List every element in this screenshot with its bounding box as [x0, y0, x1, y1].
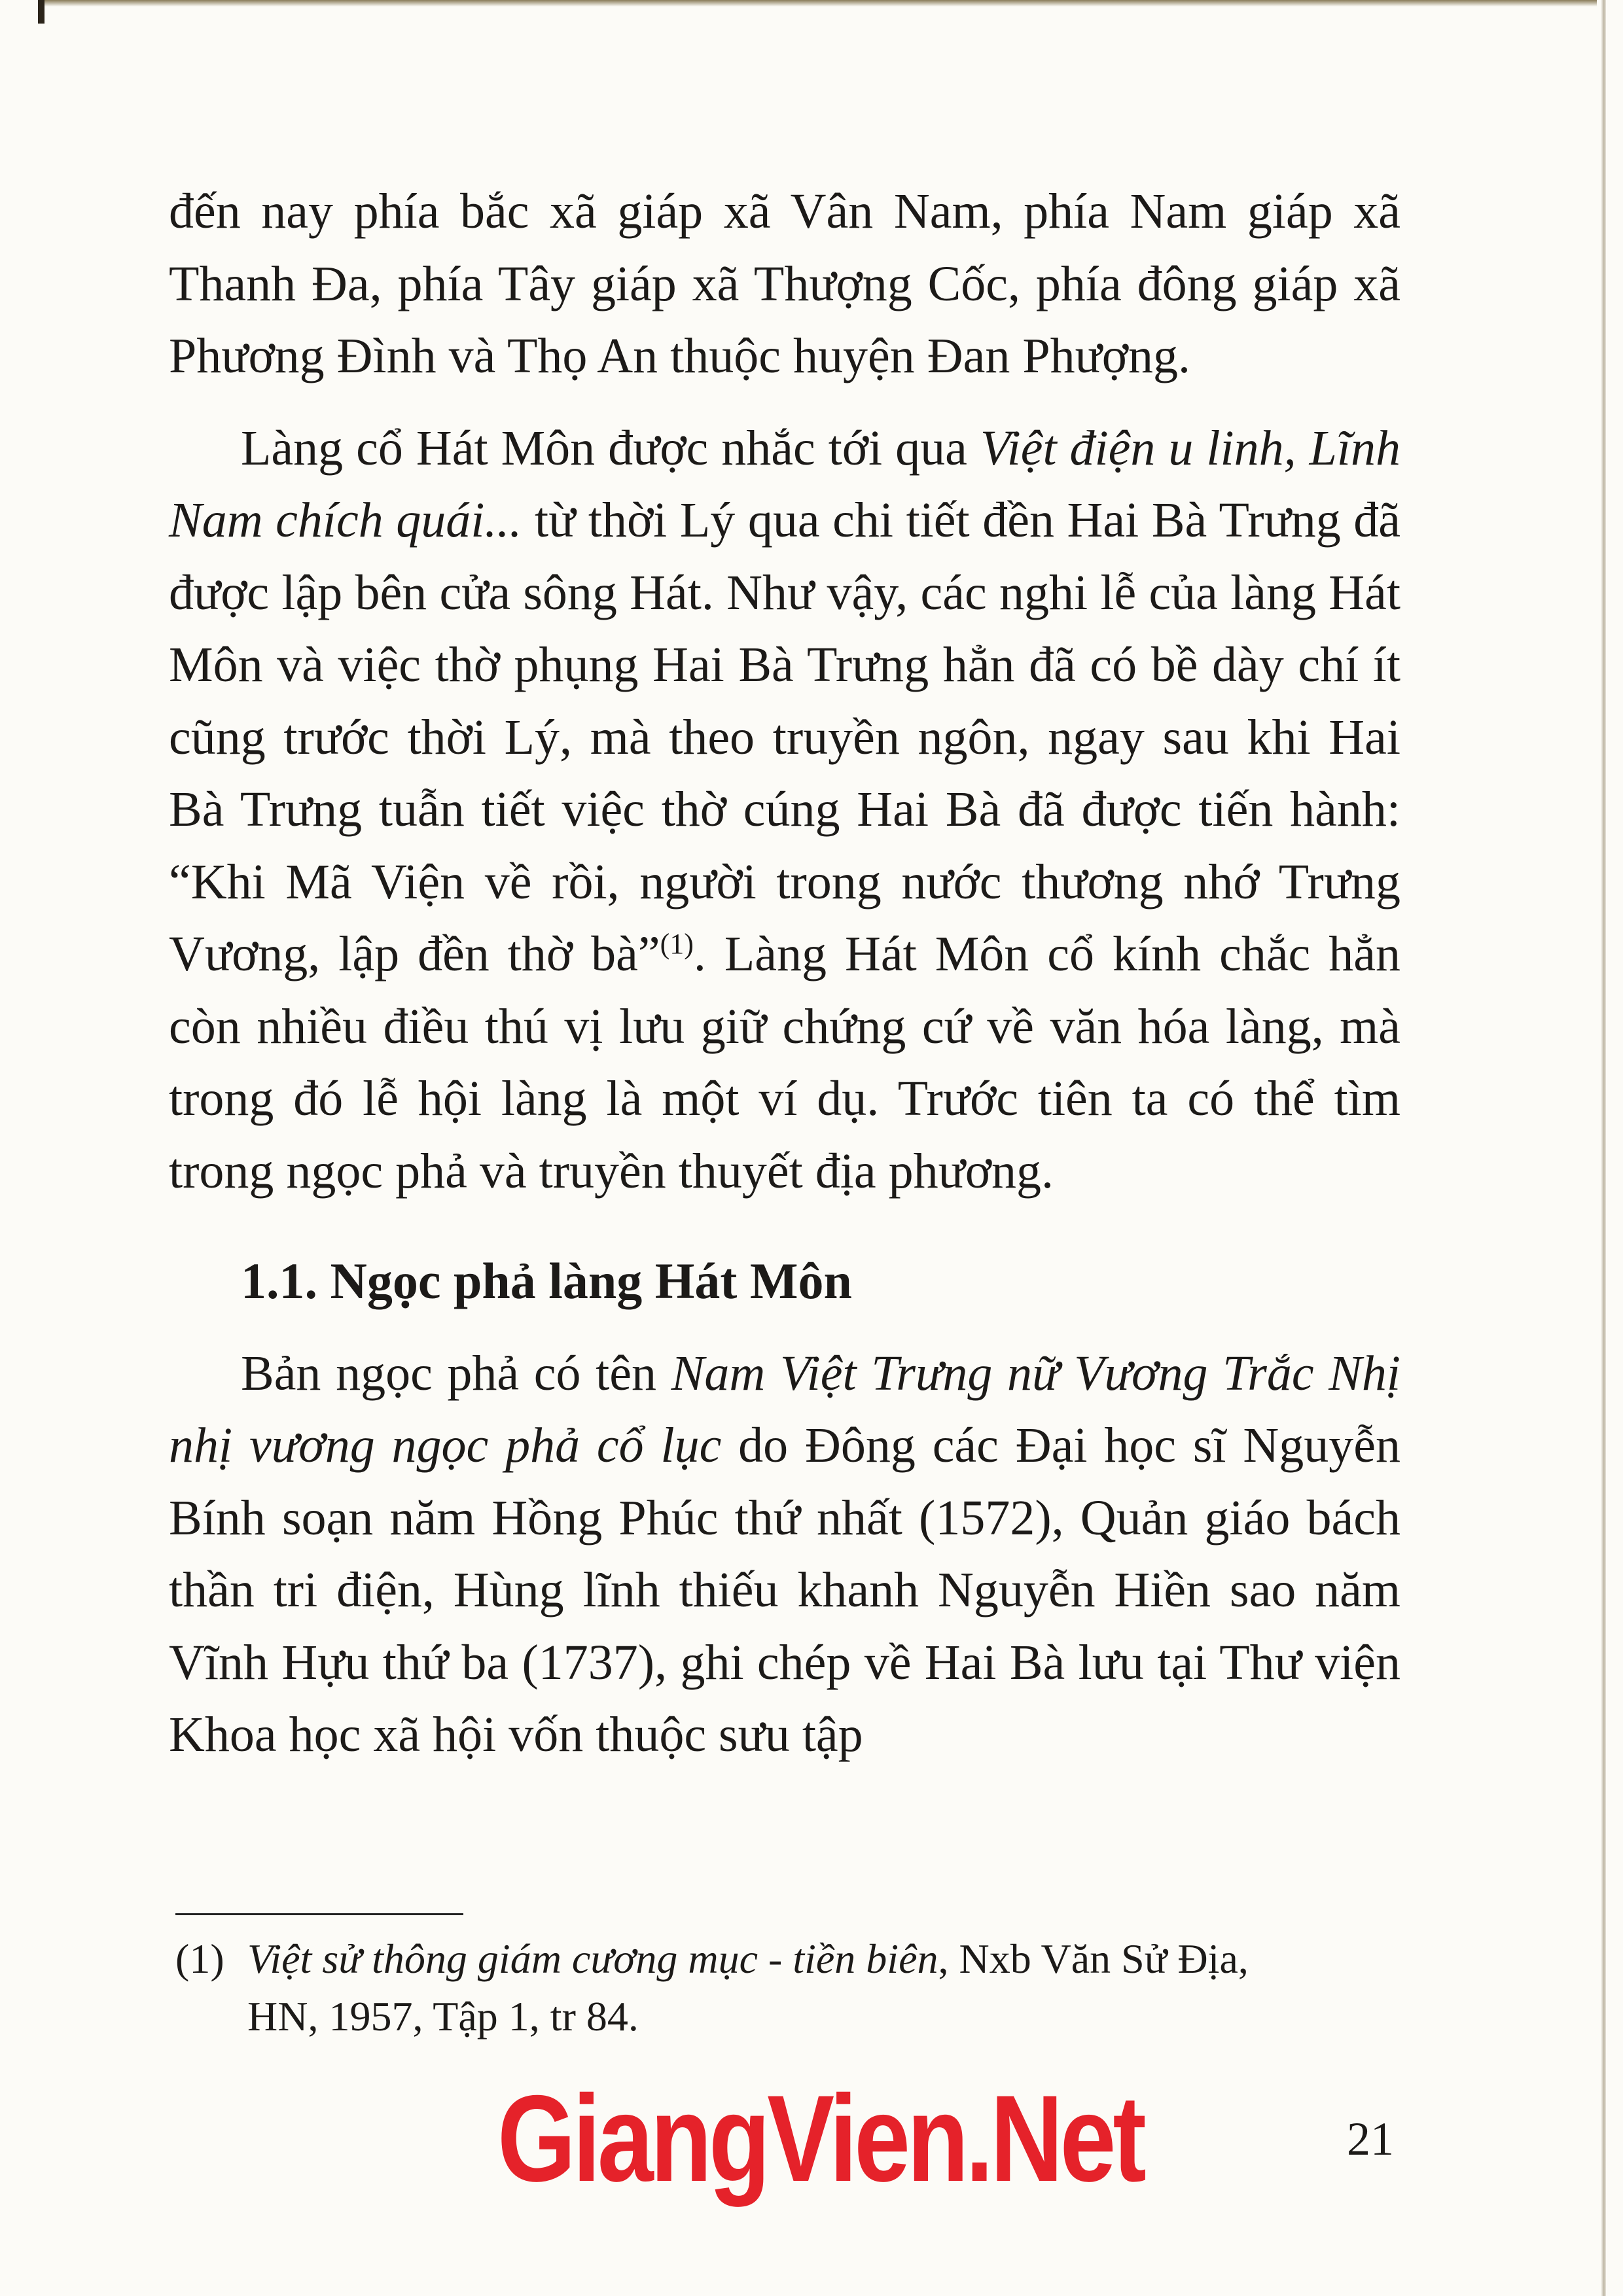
paragraph-1-text: đến nay phía bắc xã giáp xã Vân Nam, phía Nam giáp xã Thanh Đa, phía Tây giáp xã Thượng Cốc, phía đông giáp xã Phương Đình và Thọ An thuộc huyện Đan Phượng. [169, 184, 1400, 383]
paragraph-2-text-b: từ thời Lý qua chi tiết đền Hai Bà Trưng đã được lập bên cửa sông Hát. Như vậy, các nghi lễ của làng Hát Môn và việc thờ phụng Hai Bà Trưng hẳn đã có bề dày chí ít cũng trước thời Lý, mà theo truyền ngôn, ngay sau khi Hai Bà Trưng tuẫn tiết việc thờ cúng Hai Bà đã được tiến hành: “Khi Mã Viện về rồi, người trong nước thương nhớ Trưng Vương, lập đền thờ bà” [169, 493, 1400, 981]
paragraph-2-italic-title: Việt điện u linh, Lĩnh Nam chích quái... [169, 420, 1400, 548]
footnote-source-title: Việt sử thông giám cương mục - tiền biên [247, 1935, 938, 1982]
footnote-details: HN, 1957, Tập 1, tr 84. [247, 1993, 639, 2040]
paragraph-1 [169, 175, 1400, 393]
section-heading: 1.1. Ngọc phả làng Hát Môn [241, 1252, 852, 1309]
watermark-logo: GiangVien.Net [497, 2070, 1143, 2207]
body-text [169, 175, 1400, 1771]
paragraph-2 [169, 412, 1400, 1208]
footnote [175, 1930, 1400, 2045]
paragraph-3 [169, 1337, 1400, 1771]
paragraph-2-text-c: . Làng Hát Môn cổ kính chắc hẳn còn nhiều điều thú vị lưu giữ chứng cứ về văn hóa làng, mà trong đó lễ hội làng là một ví dụ. Trước tiên ta có thể tìm trong ngọc phả và truyền thuyết địa phương. [169, 927, 1400, 1199]
footnote-reference[interactable]: (1) [660, 928, 694, 960]
paragraph-3-text-b: do Đông các Đại học sĩ Nguyễn Bính soạn năm Hồng Phúc thứ nhất (1572), Quản giáo bách thần tri điện, Hùng lĩnh thiếu khanh Nguyễn Hiền sao năm Vĩnh Hựu thứ ba (1737), ghi chép về Hai Bà lưu tại Thư viện Khoa học xã hội vốn thuộc sưu tập [169, 1418, 1400, 1762]
page-number: 21 [1347, 2113, 1394, 2165]
scan-edge-corner [38, 0, 45, 24]
scan-edge-right [1601, 0, 1606, 2296]
scan-edge-top [39, 0, 1597, 7]
footnote-publisher: , Nxb Văn Sử Địa, [938, 1935, 1249, 1982]
footnote-divider [175, 1913, 463, 1915]
paragraph-3-italic-title: Nam Việt Trưng nữ Vương Trắc Nhị nhị vương ngọc phả cổ lục [169, 1345, 1401, 1473]
paragraph-3-text-a: Bản ngọc phả có tên [241, 1345, 671, 1401]
paragraph-2-text-a: Làng cổ Hát Môn được nhắc tới qua [241, 420, 980, 476]
footnote-number: (1) [175, 1935, 224, 1982]
